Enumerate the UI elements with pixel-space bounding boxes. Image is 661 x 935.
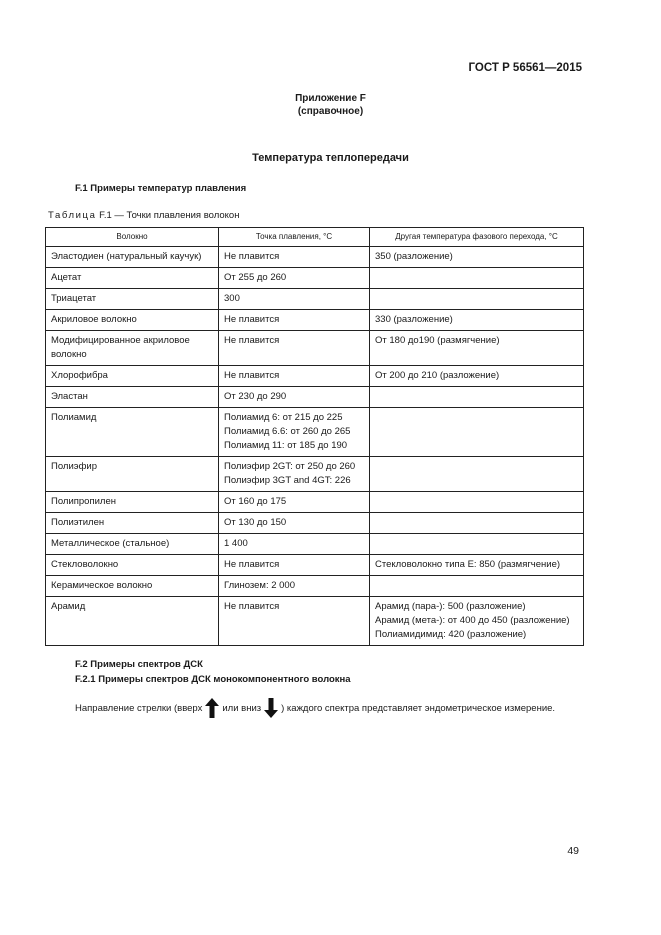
- cell-melting-point: [219, 576, 370, 597]
- cell-line: Полиамид 6: от 215 до 225: [224, 412, 343, 423]
- table-caption-label: Таблица: [48, 210, 97, 221]
- appendix-subtitle: (справочное): [297, 106, 364, 117]
- f1-heading: F.1 Примеры температур плавления: [75, 183, 247, 194]
- cell-line: От 160 до 175: [224, 496, 287, 507]
- table-caption-text: F.1 — Точки плавления волокон: [99, 210, 240, 221]
- cell-line: Полиамид 6.6: от 260 до 265: [224, 426, 351, 437]
- column-header-other: Другая температура фазового перехода, °С: [370, 228, 584, 247]
- cell-fiber: Металлическое (стальное): [46, 534, 219, 555]
- table-row: [46, 597, 584, 646]
- cell-fiber: Полиэфир: [46, 457, 219, 492]
- table-row: [46, 555, 584, 576]
- cell-line: 1 400: [224, 538, 248, 549]
- table-row: [46, 576, 584, 597]
- f21-heading: F.2.1 Примеры спектров ДСК монокомпонентного волокна: [75, 674, 351, 685]
- cell-fiber: Эластан: [46, 387, 219, 408]
- f2-heading: F.2 Примеры спектров ДСК: [75, 659, 203, 670]
- cell-line: Не плавится: [224, 601, 280, 612]
- body-text-part1: Направление стрелки (вверх: [75, 702, 203, 714]
- appendix-heading: [0, 92, 661, 118]
- cell-fiber: Ацетат: [46, 268, 219, 289]
- cell-melting-point: [219, 513, 370, 534]
- appendix-title: Приложение F: [295, 93, 366, 104]
- cell-other-transition: [370, 597, 584, 646]
- cell-line: Арамид (мета-): от 400 до 450 (разложение): [375, 615, 570, 626]
- cell-line: Полиамидимид: 420 (разложение): [375, 629, 527, 640]
- cell-line: От 255 до 260: [224, 272, 287, 283]
- table-body: [46, 247, 584, 646]
- cell-line: Не плавится: [224, 559, 280, 570]
- cell-line: Не плавится: [224, 314, 280, 325]
- cell-fiber: Эластодиен (натуральный каучук): [46, 247, 219, 268]
- cell-fiber: Полиэтилен: [46, 513, 219, 534]
- cell-melting-point: [219, 366, 370, 387]
- cell-melting-point: [219, 387, 370, 408]
- table-row: [46, 247, 584, 268]
- cell-other-transition: [370, 387, 584, 408]
- table-row: [46, 534, 584, 555]
- cell-line: Полиэфир 2GT: от 250 до 260: [224, 461, 356, 472]
- cell-line: Полиамид 11: от 185 до 190: [224, 440, 348, 451]
- cell-other-transition: [370, 555, 584, 576]
- cell-other-transition: [370, 247, 584, 268]
- table-row: [46, 331, 584, 366]
- melting-points-table: [45, 227, 584, 646]
- cell-melting-point: [219, 310, 370, 331]
- cell-line: От 200 до 210 (разложение): [375, 370, 500, 381]
- arrow-down-icon: [264, 698, 278, 718]
- cell-line: Не плавится: [224, 251, 280, 262]
- cell-melting-point: [219, 247, 370, 268]
- table-caption: [48, 210, 239, 221]
- cell-other-transition: [370, 492, 584, 513]
- column-header-fiber: Волокно: [46, 228, 219, 247]
- cell-melting-point: [219, 457, 370, 492]
- cell-line: Стекловолокно типа Е: 850 (размягчение): [375, 559, 561, 570]
- cell-other-transition: [370, 576, 584, 597]
- page-number: 49: [567, 845, 579, 857]
- cell-line: Не плавится: [224, 335, 280, 346]
- table-row: [46, 268, 584, 289]
- cell-line: Глинозем: 2 000: [224, 580, 295, 591]
- cell-fiber: Триацетат: [46, 289, 219, 310]
- cell-fiber: Стекловолокно: [46, 555, 219, 576]
- table-row: [46, 366, 584, 387]
- cell-other-transition: [370, 366, 584, 387]
- cell-fiber: Акриловое волокно: [46, 310, 219, 331]
- table-row: [46, 289, 584, 310]
- cell-fiber: Керамическое волокно: [46, 576, 219, 597]
- arrow-up-icon: [205, 698, 219, 718]
- cell-line: От 230 до 290: [224, 391, 287, 402]
- cell-line: 330 (разложение): [375, 314, 453, 325]
- table-row: [46, 408, 584, 457]
- body-text-part2: или вниз: [222, 702, 262, 714]
- table-header-row: [46, 228, 584, 247]
- cell-line: От 130 до 150: [224, 517, 287, 528]
- cell-other-transition: [370, 513, 584, 534]
- body-text-part3: ) каждого спектра представляет эндометрическое измерение.: [281, 702, 556, 714]
- cell-other-transition: [370, 457, 584, 492]
- cell-melting-point: [219, 597, 370, 646]
- cell-line: Не плавится: [224, 370, 280, 381]
- cell-other-transition: [370, 408, 584, 457]
- section-title: Температура теплопередачи: [252, 152, 409, 164]
- table-row: [46, 457, 584, 492]
- cell-melting-point: [219, 555, 370, 576]
- cell-line: Арамид (пара-): 500 (разложение): [375, 601, 526, 612]
- document-code: ГОСТ Р 56561—2015: [468, 62, 582, 74]
- cell-other-transition: [370, 534, 584, 555]
- cell-line: От 180 до190 (размягчение): [375, 335, 500, 346]
- cell-fiber: Полипропилен: [46, 492, 219, 513]
- cell-other-transition: [370, 289, 584, 310]
- cell-fiber: Хлорофибра: [46, 366, 219, 387]
- cell-line: 350 (разложение): [375, 251, 453, 262]
- table-row: [46, 492, 584, 513]
- table-row: [46, 310, 584, 331]
- cell-melting-point: [219, 331, 370, 366]
- cell-other-transition: [370, 310, 584, 331]
- cell-line: Полиэфир 3GT and 4GT: 226: [224, 475, 351, 486]
- column-header-melting: Точка плавления, °С: [219, 228, 370, 247]
- cell-fiber: Полиамид: [46, 408, 219, 457]
- table-row: [46, 387, 584, 408]
- body-paragraph: [75, 698, 555, 718]
- cell-other-transition: [370, 268, 584, 289]
- cell-melting-point: [219, 289, 370, 310]
- cell-melting-point: [219, 408, 370, 457]
- table-row: [46, 513, 584, 534]
- cell-melting-point: [219, 534, 370, 555]
- cell-melting-point: [219, 268, 370, 289]
- cell-other-transition: [370, 331, 584, 366]
- cell-melting-point: [219, 492, 370, 513]
- cell-fiber: Арамид: [46, 597, 219, 646]
- cell-line: 300: [224, 293, 240, 304]
- cell-fiber: Модифицированное акриловое волокно: [46, 331, 219, 366]
